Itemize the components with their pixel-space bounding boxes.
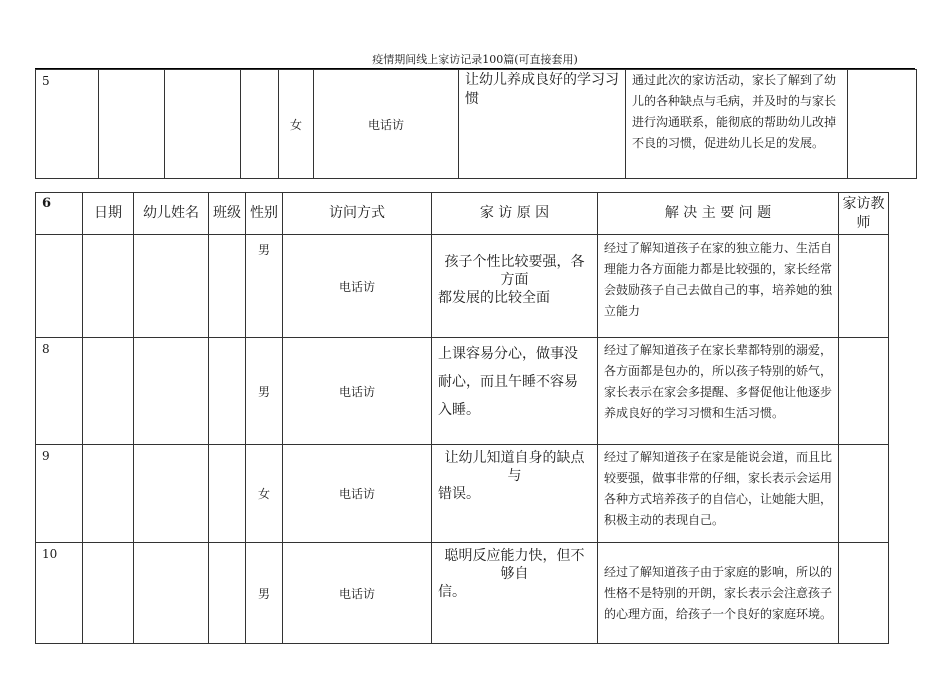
date-cell xyxy=(83,543,134,644)
row-number: 9 xyxy=(36,445,83,543)
date-cell xyxy=(83,235,134,338)
header-reason: 家 访 原 因 xyxy=(432,193,598,235)
child-name-cell xyxy=(134,445,209,543)
child-name-cell xyxy=(134,338,209,445)
reason-cell: 让幼儿养成良好的学习习惯 xyxy=(459,70,626,179)
sex-cell: 男 xyxy=(246,235,283,338)
header-date: 日期 xyxy=(83,193,134,235)
reason-line: 错误。 xyxy=(438,486,480,502)
teacher-cell xyxy=(839,235,889,338)
row-number: 5 xyxy=(36,70,99,179)
teacher-cell xyxy=(839,338,889,445)
table-header-row xyxy=(36,193,889,235)
reason-line: 孩子个性比较要强，各方面 xyxy=(444,254,585,288)
reason-cell xyxy=(432,543,598,644)
table-row xyxy=(36,338,889,445)
child-name-cell xyxy=(165,70,241,179)
reason-line: 聪明反应能力快，但不够自 xyxy=(444,548,585,582)
class-cell xyxy=(241,70,279,179)
method-cell: 电话访 xyxy=(283,445,432,543)
row-number: 8 xyxy=(36,338,83,445)
class-cell xyxy=(209,543,246,644)
table-row xyxy=(36,543,889,644)
solution-cell: 经过了解知道孩子在家是能说会道，而且比较要强，做事非常的仔细，家长表示会运用各种方式培养孩子的自信心，让她能大胆，积极主动的表现自己。 xyxy=(598,445,839,543)
teacher-cell xyxy=(839,543,889,644)
reason-line: 让幼儿知道自身的缺点与 xyxy=(444,450,585,484)
reason-line: 都发展的比较全面 xyxy=(438,290,550,306)
row-number xyxy=(36,235,83,338)
sex-cell: 女 xyxy=(279,70,314,179)
visit-table xyxy=(35,192,889,644)
sex-cell: 女 xyxy=(246,445,283,543)
reason-line: 信。 xyxy=(438,584,466,600)
page-header: 疫情期间线上家访记录100篇(可直接套用) xyxy=(372,53,578,66)
date-cell xyxy=(83,445,134,543)
reason-cell xyxy=(432,235,598,338)
child-name-cell xyxy=(134,235,209,338)
child-name-cell xyxy=(134,543,209,644)
date-cell xyxy=(99,70,165,179)
reason-cell xyxy=(432,445,598,543)
class-cell xyxy=(209,235,246,338)
header-sex: 性别 xyxy=(246,193,283,235)
solution-cell: 经过了解知道孩子在家的独立能力、生活自理能力各方面能力都是比较强的，家长经常会鼓励孩子自己去做自己的事，培养她的独立能力 xyxy=(598,235,839,338)
header-teacher: 家访教师 xyxy=(839,193,889,235)
teacher-cell xyxy=(848,70,917,179)
table-row xyxy=(36,70,917,179)
class-cell xyxy=(209,338,246,445)
reason-cell: 上课容易分心，做事没耐心，而且午睡不容易入睡。 xyxy=(432,338,598,445)
visit-table-top xyxy=(35,69,917,179)
method-cell: 电话访 xyxy=(283,543,432,644)
header-class: 班级 xyxy=(209,193,246,235)
sex-cell: 男 xyxy=(246,543,283,644)
table-row xyxy=(36,235,889,338)
header-solution: 解 决 主 要 问 题 xyxy=(598,193,839,235)
method-cell: 电话访 xyxy=(283,235,432,338)
class-cell xyxy=(209,445,246,543)
table-row xyxy=(36,445,889,543)
row-number: 10 xyxy=(36,543,83,644)
date-cell xyxy=(83,338,134,445)
method-cell: 电话访 xyxy=(314,70,459,179)
header-number: 6 xyxy=(36,193,83,235)
header-method: 访问方式 xyxy=(283,193,432,235)
teacher-cell xyxy=(839,445,889,543)
solution-cell: 通过此次的家访活动，家长了解到了幼儿的各种缺点与毛病，并及时的与家长进行沟通联系，能彻底的帮助幼儿改掉不良的习惯，促进幼儿长足的发展。 xyxy=(626,70,848,179)
sex-cell: 男 xyxy=(246,338,283,445)
solution-cell: 经过了解知道孩子由于家庭的影响，所以的性格不是特别的开朗，家长表示会注意孩子的心理方面，给孩子一个良好的家庭环境。 xyxy=(598,543,839,644)
header-child-name: 幼儿姓名 xyxy=(134,193,209,235)
solution-cell: 经过了解知道孩子在家长辈都特别的溺爱，各方面都是包办的，所以孩子特别的娇气，家长表示在家会多提醒、多督促他让他逐步养成良好的学习习惯和生活习惯。 xyxy=(598,338,839,445)
method-cell: 电话访 xyxy=(283,338,432,445)
